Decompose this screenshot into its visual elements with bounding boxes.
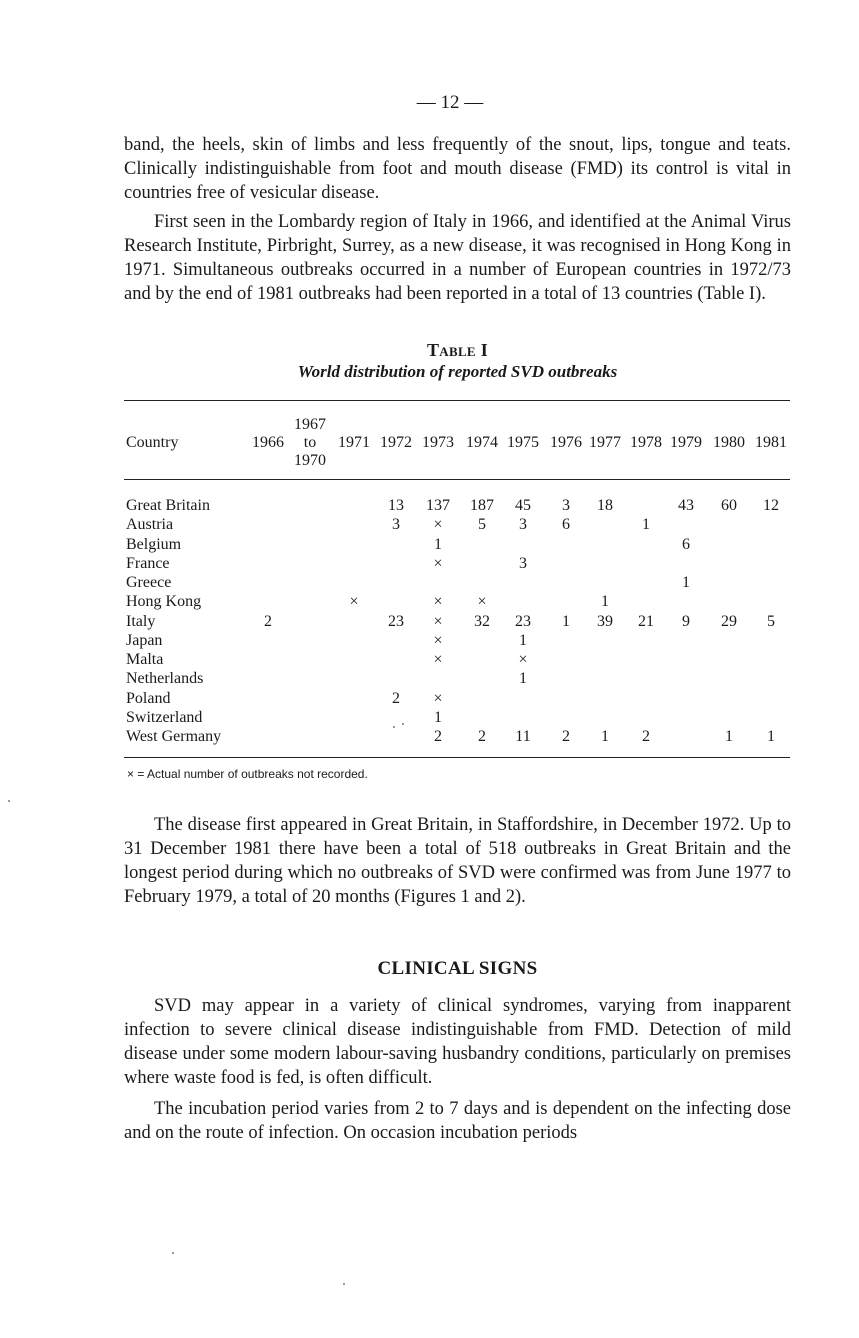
table-cell: ×	[477, 593, 487, 611]
table-cell: 29	[721, 612, 737, 630]
paragraph-4: SVD may appear in a variety of clinical syndromes, varying from inapparent infection to severe clinical disease indistinguishable from FMD. Detection of mild disease under some modern labour-saving husbandry conditions, particularly on premises where waste food is fed, is often difficult.	[124, 996, 791, 1088]
scan-speck	[402, 723, 404, 725]
column-header-year: 1966	[252, 434, 284, 451]
table-cell: 3	[392, 516, 400, 534]
table-cell: 12	[763, 497, 779, 514]
column-header-year: 1979	[670, 434, 702, 451]
page-number: — 12 —	[416, 92, 484, 113]
scan-speck	[8, 800, 10, 802]
scan-speck	[172, 1252, 174, 1254]
table-cell: 11	[515, 728, 531, 745]
table-cell: 1	[767, 728, 775, 745]
row-country-name: Japan	[126, 631, 163, 649]
table-cell: 43	[678, 497, 694, 514]
table-caption: World distribution of reported SVD outbreaks	[297, 362, 618, 381]
table-cell: 2	[264, 612, 272, 630]
table-cell: 1	[519, 631, 527, 649]
table-cell: 3	[562, 497, 570, 514]
table-cell: ×	[433, 593, 443, 611]
column-header-year: 1975	[507, 434, 539, 451]
header-span-to: to	[303, 434, 317, 451]
row-country-name: Austria	[126, 516, 174, 534]
table-cell: 9	[682, 612, 690, 630]
table-cell: 23	[388, 612, 404, 630]
table-cell: 32	[474, 612, 490, 630]
row-country-name: Malta	[126, 651, 164, 668]
table-cell: 2	[562, 728, 570, 745]
table-cell: 45	[515, 497, 531, 514]
column-header-country: Country	[126, 434, 179, 451]
table-cell: ×	[433, 631, 443, 649]
section-heading: CLINICAL SIGNS	[377, 958, 538, 979]
table-cell: 2	[392, 689, 400, 707]
column-header-1967-to-1970	[290, 416, 330, 470]
table-cell: 1	[725, 728, 733, 745]
table-cell: 2	[434, 728, 442, 745]
row-country-name: Poland	[126, 689, 171, 707]
table-cell: ×	[433, 516, 443, 534]
table-cell: 21	[638, 612, 654, 630]
row-country-name: Belgium	[126, 535, 182, 553]
table-cell: ×	[433, 689, 443, 707]
table-cell: 6	[682, 535, 690, 553]
table-cell: 6	[562, 516, 570, 534]
table-cell: 137	[426, 497, 450, 514]
column-header-year: 1972	[380, 434, 412, 451]
table-title: Table I	[426, 340, 488, 360]
column-header-year: 1978	[630, 434, 662, 451]
table-cell: 5	[767, 612, 775, 630]
paragraph-3: The disease first appeared in Great Britain, in Staffordshire, in December 1972. Up to 31 December 1981 there have been a total of 518 outbreaks in Great Britain and the longest period during which no outbreaks of SVD were confirmed was from June 1977 to February 1979, a total of 20 months (Figures 1 and 2).	[124, 815, 791, 907]
table-cell: 23	[515, 612, 531, 630]
table-cell: 60	[721, 497, 737, 514]
table-cell: 1	[601, 728, 609, 745]
table-cell: ×	[433, 554, 443, 572]
table-cell: 1	[434, 708, 442, 726]
row-country-name: Switzerland	[126, 708, 203, 726]
table-cell: 2	[642, 728, 650, 745]
scan-speck	[393, 726, 395, 728]
row-country-name: Greece	[126, 574, 172, 591]
table-cell: 1	[642, 516, 650, 534]
table-cell: 39	[597, 612, 613, 630]
row-country-name: Italy	[126, 612, 156, 630]
table-cell: ×	[433, 612, 443, 630]
column-header-year: 1974	[466, 434, 498, 451]
table-cell: 3	[519, 516, 527, 534]
table-cell: 1	[519, 670, 527, 688]
table-cell: ×	[433, 651, 443, 668]
table-cell: 3	[519, 554, 527, 572]
table-header-rule	[124, 479, 790, 480]
row-country-name: Netherlands	[126, 670, 204, 688]
column-header-year: 1977	[589, 434, 621, 451]
header-span-start: 1967	[294, 416, 326, 433]
row-country-name: Great Britain	[126, 497, 210, 514]
table-cell: 5	[478, 516, 486, 534]
column-header-year: 1981	[755, 434, 787, 451]
table-cell: 187	[470, 497, 494, 514]
table-cell: 1	[434, 535, 442, 553]
row-country-name: France	[126, 554, 170, 572]
column-header-year: 1971	[338, 434, 370, 451]
column-header-year: 1976	[550, 434, 582, 451]
table-cell: 18	[597, 497, 613, 514]
table-cell: ×	[518, 651, 528, 668]
row-country-name: West Germany	[126, 728, 222, 745]
table-top-rule	[124, 400, 790, 401]
table-cell: 13	[388, 497, 404, 514]
table-cell: ×	[349, 593, 359, 611]
header-span-end: 1970	[294, 452, 326, 469]
paragraph-2: First seen in the Lombardy region of Italy in 1966, and identified at the Animal Virus Research Institute, Pirbright, Surrey, as a new disease, it was recognised in Hong Kong in 1971. Simultaneous outbreaks occurred in a number of European countries in 1972/73 and by the end of 1981 outbreaks had been reported in a total of 13 countries (Table I).	[124, 212, 791, 304]
column-header-year: 1980	[713, 434, 745, 451]
paragraph-1: band, the heels, skin of limbs and less frequently of the snout, lips, tongue and teats. Clinically indistinguishable from foot and mouth disease (FMD) its control is vital in countries free of vesicular disease.	[124, 135, 791, 203]
table-cell: 1	[682, 574, 690, 591]
column-header-year: 1973	[422, 434, 454, 451]
row-country-name: Hong Kong	[126, 593, 202, 611]
table-cell: 2	[478, 728, 486, 745]
table-cell: 1	[601, 593, 609, 611]
table-footnote: × = Actual number of outbreaks not recorded.	[127, 767, 368, 781]
scan-speck	[343, 1283, 345, 1285]
paragraph-5: The incubation period varies from 2 to 7 days and is dependent on the infecting dose and on the route of infection. On occasion incubation periods	[124, 1099, 791, 1143]
table-cell: 1	[562, 612, 570, 630]
table-bottom-rule	[124, 757, 790, 758]
